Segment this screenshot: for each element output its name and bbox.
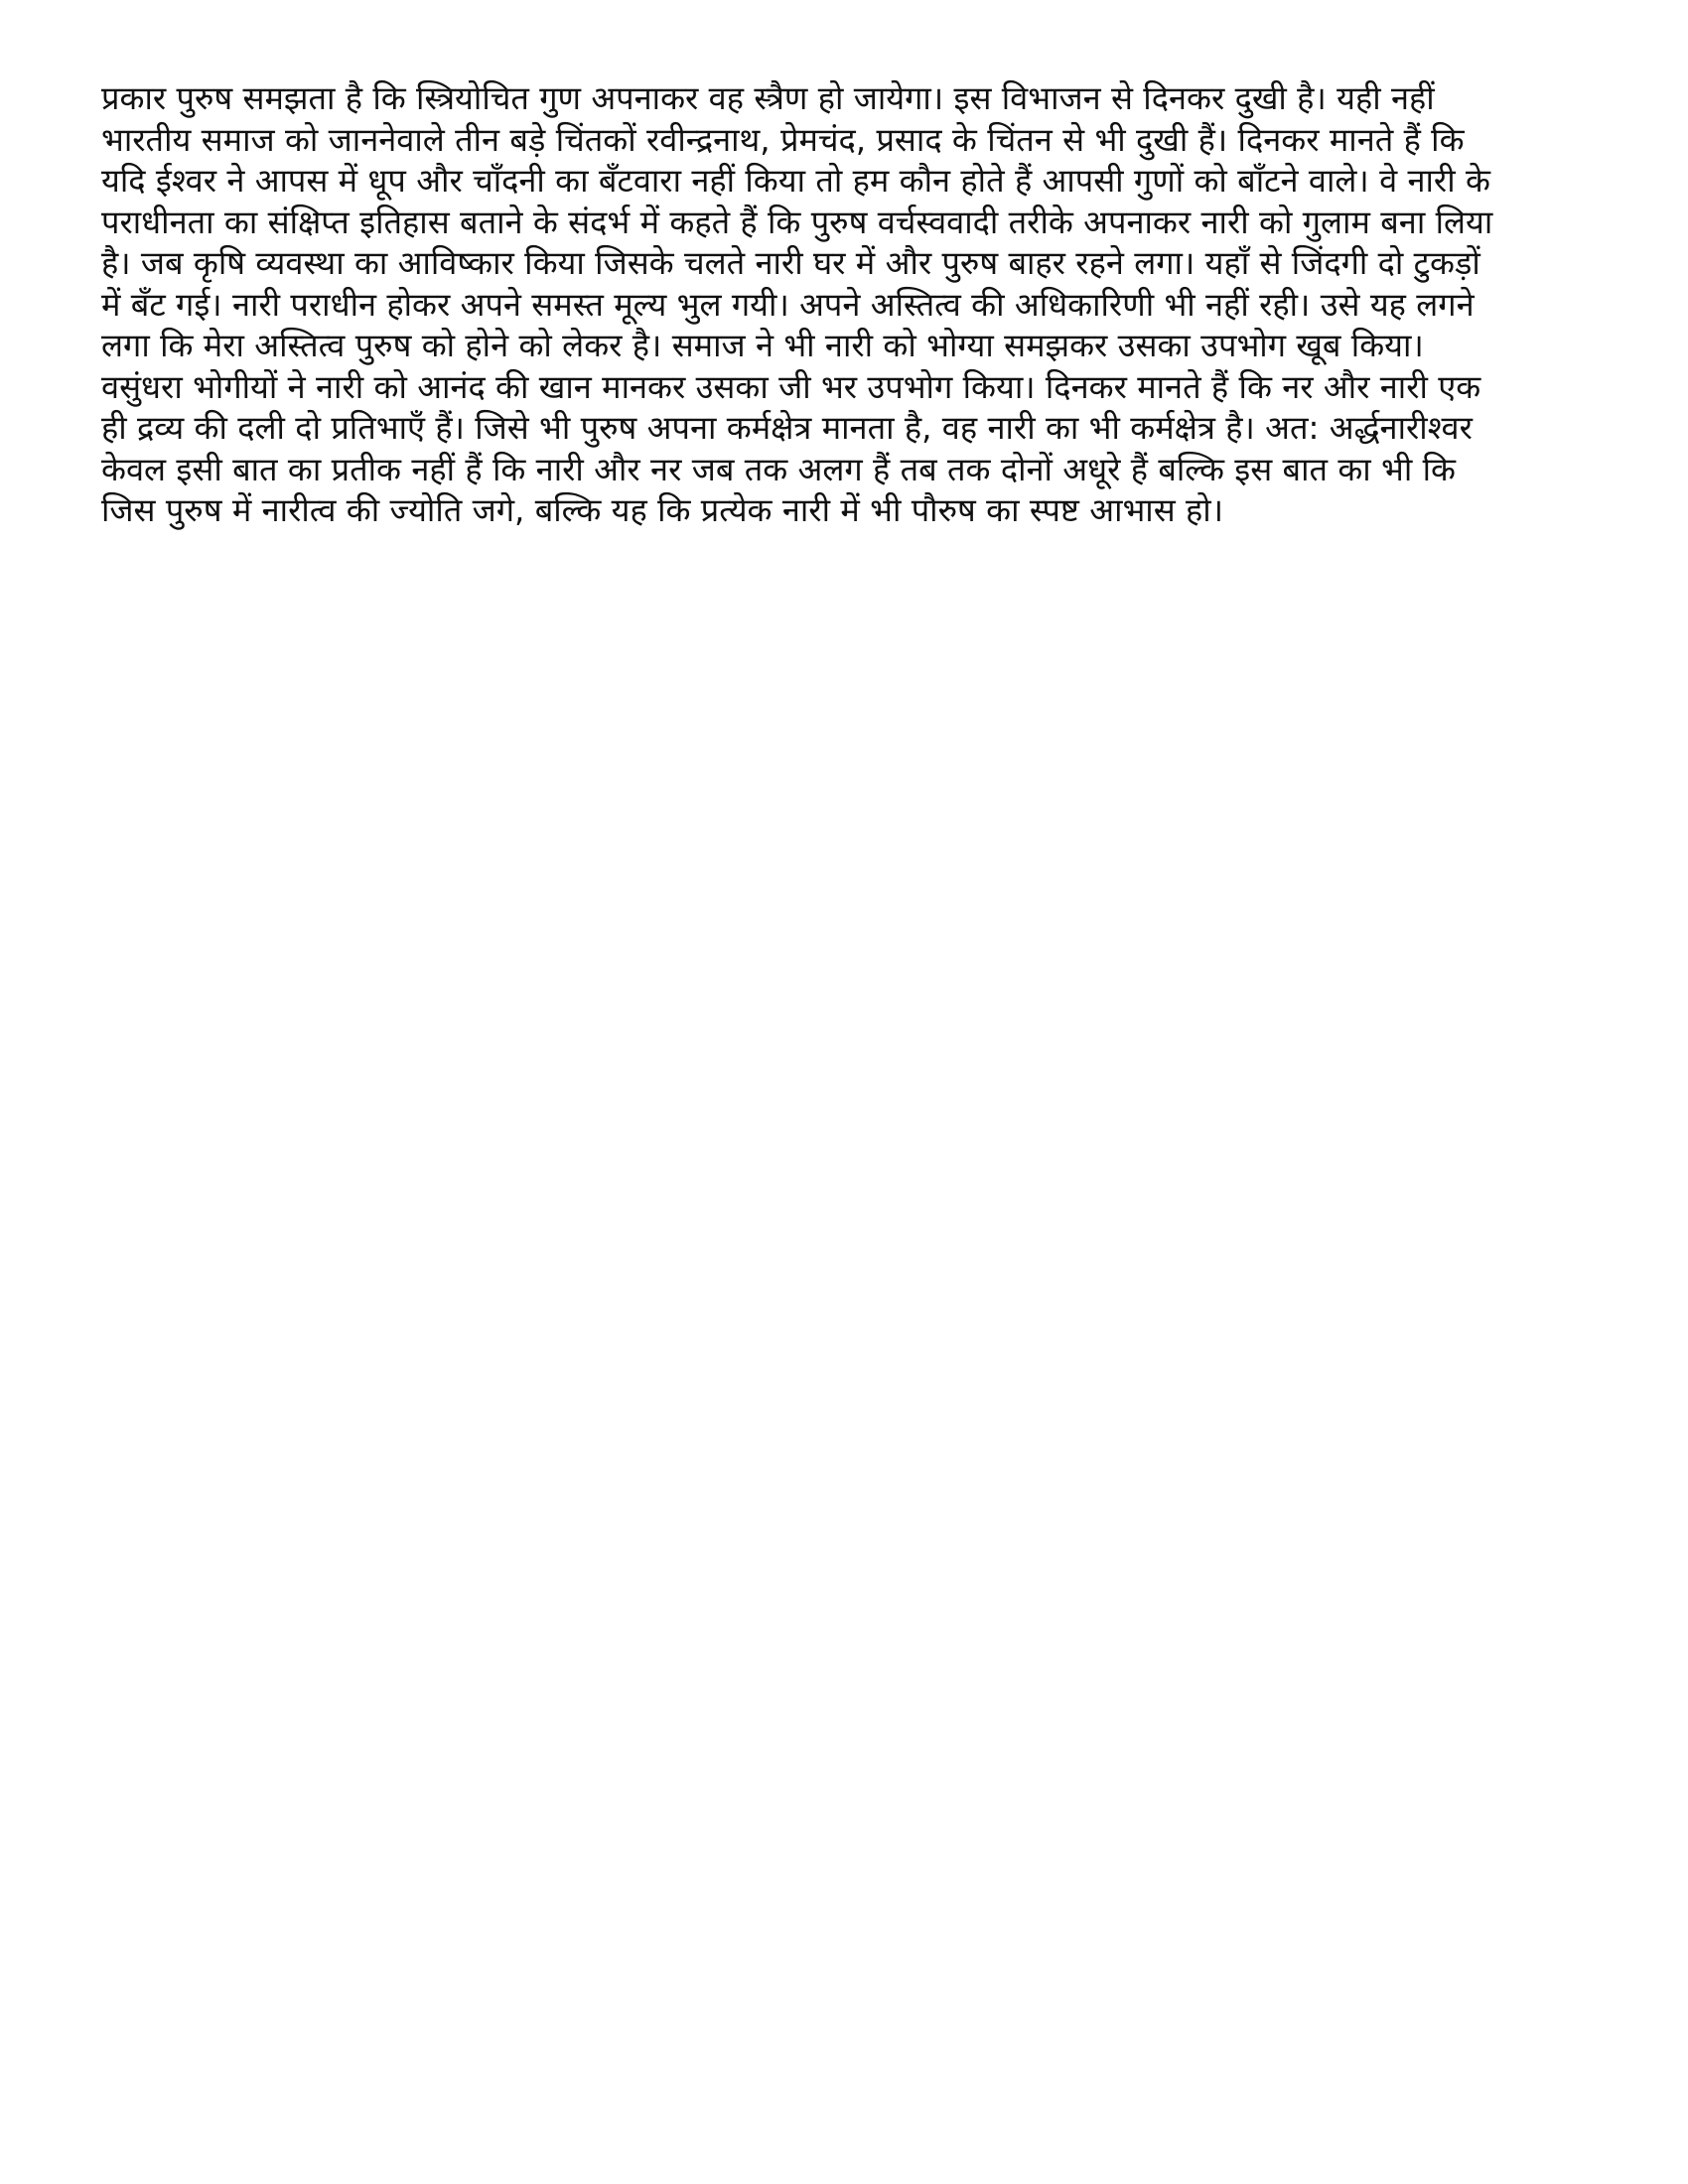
- paragraph-line-8: वसुंधरा भोगीयों ने नारी को आनंद की खान मानकर उसका जी भर उपभोग किया। दिनकर मानते हैं कि नर और नारी एक: [101, 367, 1481, 406]
- paragraph-line-6: में बँट गई। नारी पराधीन होकर अपने समस्त मूल्य भुल गयी। अपने अस्तित्व की अधिकारिणी भी नहीं रही। उसे यह लगने: [101, 285, 1475, 324]
- paragraph-line-10: केवल इसी बात का प्रतीक नहीं हैं कि नारी और नर जब तक अलग हैं तब तक दोनों अधूरे हैं बल्कि इस बात का भी कि: [101, 450, 1457, 488]
- paragraph-line-7: लगा कि मेरा अस्तित्व पुरुष को होने को लेकर है। समाज ने भी नारी को भोग्या समझकर उसका उपभोग खूब किया।: [101, 327, 1424, 364]
- paragraph-line-9: ही द्रव्य की दली दो प्रतिभाएँ हैं। जिसे भी पुरुष अपना कर्मक्षेत्र मानता है, वह नारी का भी कर्मक्षेत्र है। अत: अर्द्धनारीश्वर: [101, 409, 1473, 447]
- paragraph-line-4: पराधीनता का संक्षिप्त इतिहास बताने के संदर्भ में कहते हैं कि पुरुष वर्चस्ववादी तरीके अपनाकर नारी को गुलाम बना लिया: [101, 203, 1493, 241]
- paragraph-line-11: जिस पुरुष में नारीत्व की ज्योति जगे, बल्कि यह कि प्रत्येक नारी में भी पौरुष का स्पष्ट आभास हो।: [101, 491, 1224, 529]
- paragraph-line-2: भारतीय समाज को जाननेवाले तीन बड़े चिंतकों रवीन्द्रनाथ, प्रेमचंद, प्रसाद के चिंतन से भी दुखी हैं। दिनकर मानते हैं कि: [101, 120, 1465, 159]
- body-paragraph: [101, 78, 1591, 532]
- paragraph-line-3: यदि ईश्वर ने आपस में धूप और चाँदनी का बँटवारा नहीं किया तो हम कौन होते हैं आपसी गुणों को बाँटने वाले। वे नारी के: [101, 162, 1490, 200]
- paragraph-line-1: प्रकार पुरुष समझता है कि स्त्रियोचित गुण अपनाकर वह स्त्रैण हो जायेगा। इस विभाजन से दिनकर दुखी है। यही नहीं: [101, 79, 1435, 117]
- paragraph-line-5: है। जब कृषि व्यवस्था का आविष्कार किया जिसके चलते नारी घर में और पुरुष बाहर रहने लगा। यहाँ से जिंदगी दो टुकड़ों: [101, 244, 1480, 282]
